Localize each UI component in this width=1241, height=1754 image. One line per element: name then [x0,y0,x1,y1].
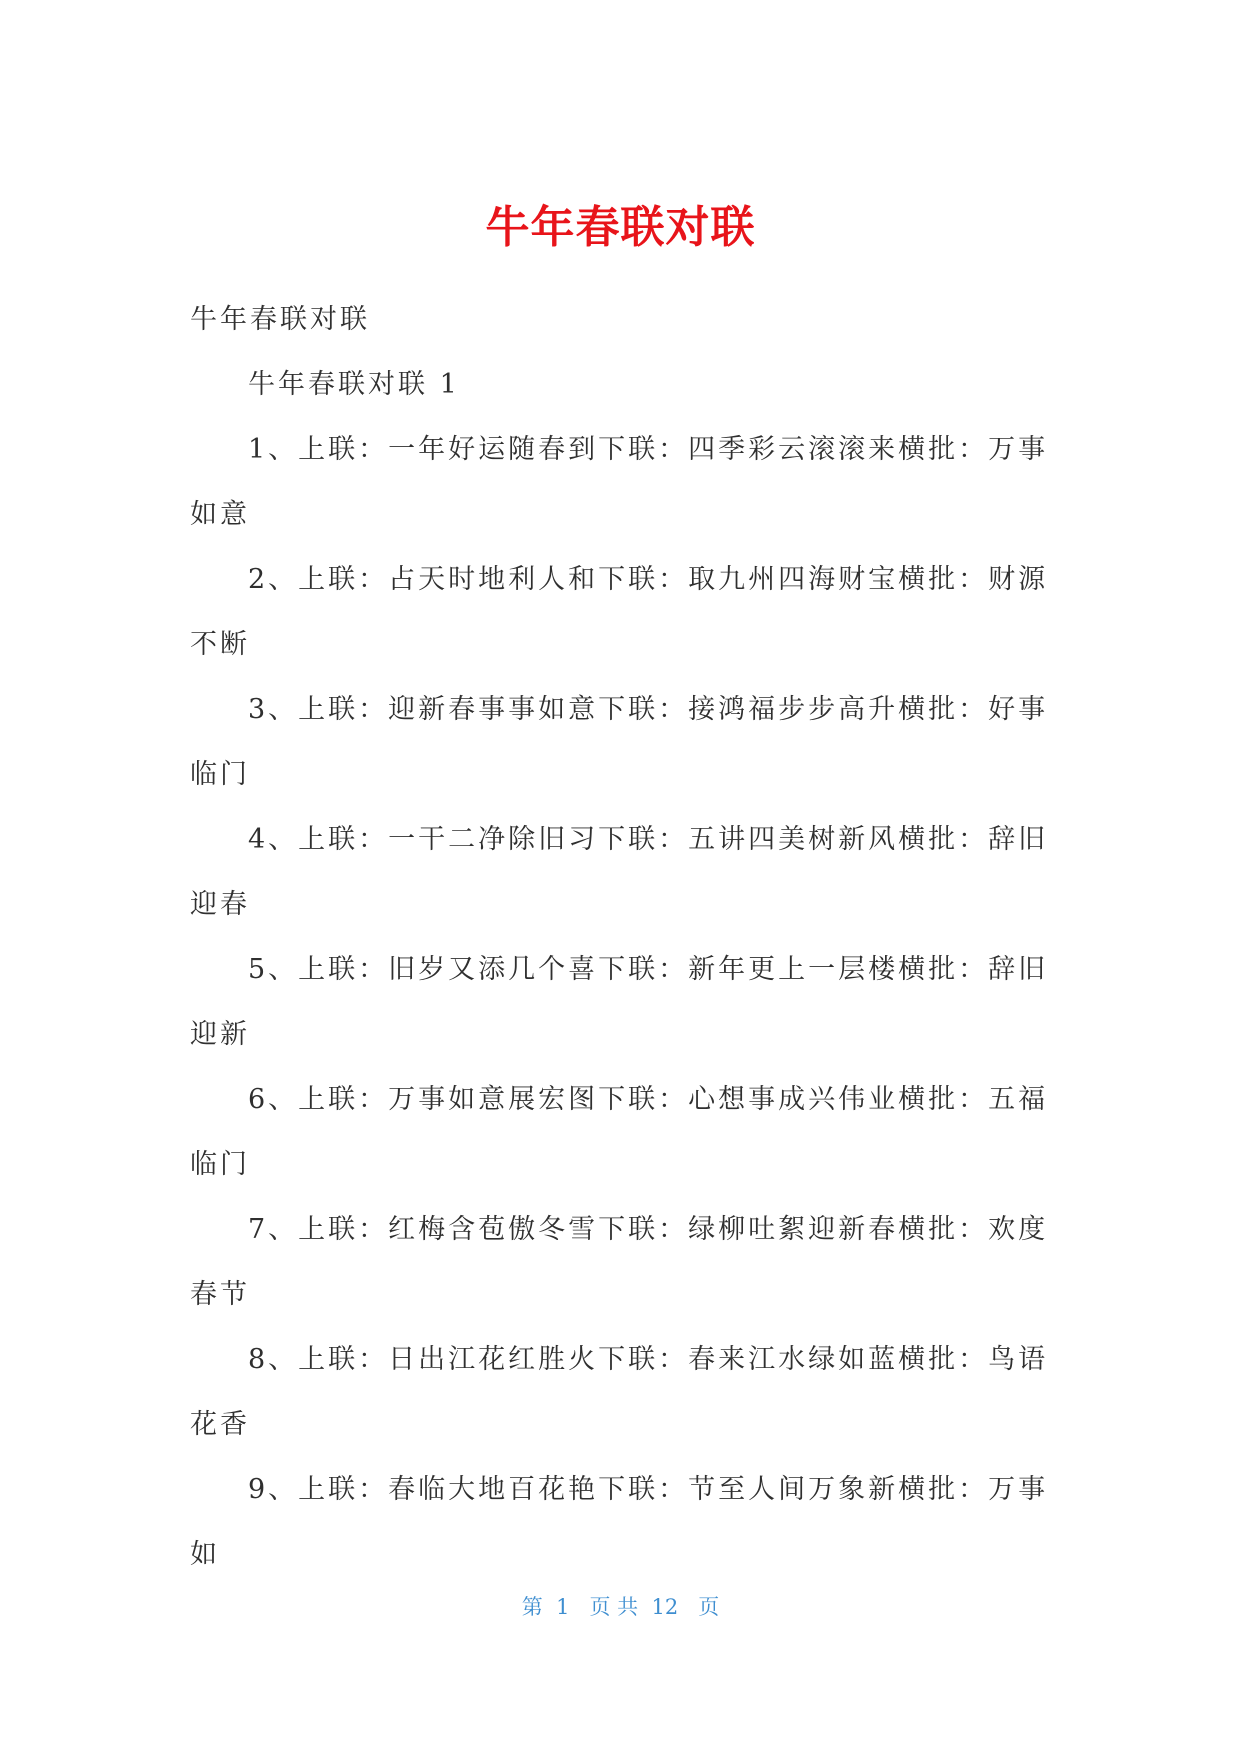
document-title: 牛年春联对联 [485,202,756,253]
couplet-item: 9、上联：春临大地百花艳下联：节至人间万象新横批：万事如 [190,1474,1049,1570]
couplet-item: 5、上联：旧岁又添几个喜下联：新年更上一层楼横批：辞旧迎新 [190,954,1049,1050]
couplet-item: 6、上联：万事如意展宏图下联：心想事成兴伟业横批：五福临门 [190,1084,1049,1180]
couplet-item: 8、上联：日出江花红胜火下联：春来江水绿如蓝横批：鸟语花香 [190,1344,1049,1440]
document-body [190,287,1050,1587]
couplet-item: 1、上联：一年好运随春到下联：四季彩云滚滚来横批：万事如意 [190,434,1049,530]
section-heading: 牛年春联对联 1 [248,369,460,400]
page-number-footer: 第 1 页 共 12 页 [521,1595,720,1619]
couplet-item: 3、上联：迎新春事事如意下联：接鸿福步步高升横批：好事临门 [190,694,1049,790]
intro-paragraph: 牛年春联对联 [190,304,370,335]
couplet-item: 4、上联：一干二净除旧习下联：五讲四美树新风横批：辞旧迎春 [190,824,1049,920]
couplet-item: 7、上联：红梅含苞傲冬雪下联：绿柳吐絮迎新春横批：欢度春节 [190,1214,1049,1310]
couplet-item: 2、上联：占天时地利人和下联：取九州四海财宝横批：财源不断 [190,564,1049,660]
